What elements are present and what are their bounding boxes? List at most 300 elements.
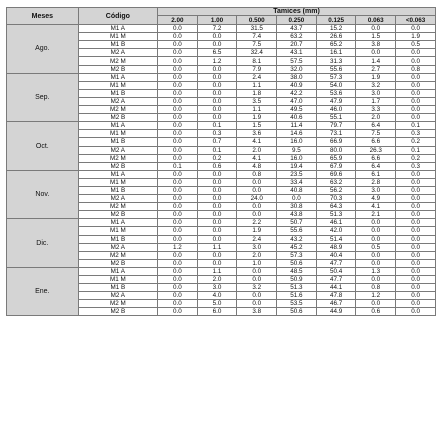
value-cell: 3.6: [237, 130, 277, 138]
value-cell: 69.6: [316, 170, 356, 178]
sample-code: M1 A: [78, 122, 157, 130]
value-cell: 4.8: [237, 162, 277, 170]
value-cell: 2.7: [356, 65, 396, 73]
sample-code: M2 B: [78, 308, 157, 316]
sample-code: M1 M: [78, 33, 157, 41]
sample-code: M2 A: [78, 97, 157, 105]
value-cell: 0.0: [356, 251, 396, 259]
value-cell: 0.0: [396, 219, 436, 227]
value-cell: 3.5: [237, 97, 277, 105]
sample-code: M1 B: [78, 235, 157, 243]
value-cell: 0.0: [237, 211, 277, 219]
value-cell: 50.4: [316, 267, 356, 275]
value-cell: 0.0: [197, 211, 237, 219]
value-cell: 1.9: [356, 73, 396, 81]
value-cell: 0.0: [396, 292, 436, 300]
value-cell: 1.9: [396, 33, 436, 41]
value-cell: 0.0: [197, 73, 237, 81]
sample-code: M1 M: [78, 178, 157, 186]
value-cell: 0.0: [197, 33, 237, 41]
value-cell: 0.0: [356, 219, 396, 227]
month-label: Sep.: [7, 73, 79, 122]
value-cell: 0.0: [396, 186, 436, 194]
value-cell: 2.0: [237, 251, 277, 259]
sample-code: M1 A: [78, 73, 157, 81]
value-cell: 50.9: [277, 276, 317, 284]
value-cell: 30.8: [277, 203, 317, 211]
value-cell: 0.0: [158, 284, 198, 292]
header-codigo: Código: [78, 8, 157, 25]
value-cell: 64.3: [316, 203, 356, 211]
value-cell: 0.0: [158, 251, 198, 259]
value-cell: 0.0: [158, 81, 198, 89]
value-cell: 0.0: [237, 300, 277, 308]
value-cell: 47.9: [316, 97, 356, 105]
value-cell: 16.1: [316, 49, 356, 57]
header-size: 1.00: [197, 16, 237, 25]
value-cell: 1.5: [356, 33, 396, 41]
value-cell: 0.5: [396, 41, 436, 49]
value-cell: 6.6: [356, 138, 396, 146]
sample-code: M2 A: [78, 195, 157, 203]
value-cell: 0.0: [158, 146, 198, 154]
value-cell: 0.0: [356, 259, 396, 267]
value-cell: 1.9: [237, 227, 277, 235]
value-cell: 1.2: [197, 57, 237, 65]
sample-code: M2 B: [78, 211, 157, 219]
value-cell: 55.6: [316, 65, 356, 73]
value-cell: 0.0: [356, 300, 396, 308]
value-cell: 14.6: [277, 130, 317, 138]
value-cell: 56.2: [316, 186, 356, 194]
month-label: Ago.: [7, 25, 79, 74]
value-cell: 0.0: [197, 81, 237, 89]
value-cell: 47.7: [316, 259, 356, 267]
value-cell: 1.4: [356, 57, 396, 65]
value-cell: 0.0: [158, 33, 198, 41]
value-cell: 55.1: [316, 114, 356, 122]
value-cell: 0.0: [197, 106, 237, 114]
value-cell: 3.0: [197, 284, 237, 292]
sample-code: M2 A: [78, 292, 157, 300]
value-cell: 63.2: [316, 178, 356, 186]
value-cell: 0.0: [396, 308, 436, 316]
value-cell: 0.0: [197, 235, 237, 243]
sample-code: M1 M: [78, 130, 157, 138]
value-cell: 0.0: [158, 106, 198, 114]
header-size: 2.00: [158, 16, 198, 25]
sample-code: M2 M: [78, 251, 157, 259]
value-cell: 0.0: [158, 227, 198, 235]
value-cell: 55.6: [277, 227, 317, 235]
value-cell: 0.1: [197, 122, 237, 130]
value-cell: 0.0: [197, 259, 237, 267]
value-cell: 0.0: [396, 203, 436, 211]
value-cell: 0.0: [396, 81, 436, 89]
value-cell: 0.0: [396, 251, 436, 259]
value-cell: 0.0: [237, 203, 277, 211]
value-cell: 33.4: [277, 178, 317, 186]
value-cell: 0.0: [158, 211, 198, 219]
sample-code: M1 M: [78, 81, 157, 89]
value-cell: 9.5: [277, 146, 317, 154]
value-cell: 44.9: [316, 308, 356, 316]
sample-code: M2 A: [78, 146, 157, 154]
value-cell: 0.0: [396, 195, 436, 203]
value-cell: 0.1: [396, 146, 436, 154]
month-label: Dic.: [7, 219, 79, 268]
sample-code: M2 B: [78, 259, 157, 267]
sieve-table: [6, 7, 436, 316]
value-cell: 0.0: [158, 186, 198, 194]
value-cell: 0.0: [158, 114, 198, 122]
value-cell: 0.0: [158, 195, 198, 203]
value-cell: 43.2: [277, 235, 317, 243]
value-cell: 0.0: [158, 41, 198, 49]
value-cell: 0.0: [197, 186, 237, 194]
value-cell: 51.6: [277, 292, 317, 300]
value-cell: 26.3: [356, 146, 396, 154]
value-cell: 0.1: [197, 146, 237, 154]
value-cell: 0.0: [396, 106, 436, 114]
sample-code: M2 M: [78, 203, 157, 211]
value-cell: 3.0: [356, 186, 396, 194]
value-cell: 4.1: [356, 203, 396, 211]
value-cell: 46.1: [316, 219, 356, 227]
value-cell: 47.0: [277, 97, 317, 105]
value-cell: 70.3: [316, 195, 356, 203]
value-cell: 43.7: [277, 25, 317, 33]
value-cell: 2.0: [356, 114, 396, 122]
value-cell: 48.5: [277, 267, 317, 275]
value-cell: 40.6: [277, 114, 317, 122]
value-cell: 0.8: [237, 170, 277, 178]
value-cell: 7.5: [237, 41, 277, 49]
value-cell: 0.0: [197, 97, 237, 105]
value-cell: 0.6: [197, 162, 237, 170]
month-label: Nov.: [7, 170, 79, 219]
value-cell: 24.0: [237, 195, 277, 203]
table-body: [7, 25, 436, 316]
sample-code: M2 M: [78, 106, 157, 114]
value-cell: 0.0: [237, 292, 277, 300]
value-cell: 7.2: [197, 25, 237, 33]
value-cell: 0.3: [396, 162, 436, 170]
value-cell: 0.0: [197, 195, 237, 203]
value-cell: 0.0: [158, 138, 198, 146]
value-cell: 0.1: [158, 162, 198, 170]
value-cell: 6.5: [197, 49, 237, 57]
value-cell: 0.0: [197, 251, 237, 259]
value-cell: 53.6: [316, 89, 356, 97]
value-cell: 16.0: [277, 154, 317, 162]
value-cell: 0.0: [396, 57, 436, 65]
value-cell: 8.1: [237, 57, 277, 65]
value-cell: 1.1: [237, 106, 277, 114]
value-cell: 2.4: [237, 235, 277, 243]
value-cell: 0.0: [237, 267, 277, 275]
value-cell: 51.3: [316, 211, 356, 219]
value-cell: 48.9: [316, 243, 356, 251]
value-cell: 0.1: [396, 122, 436, 130]
value-cell: 46.0: [316, 106, 356, 114]
sample-code: M1 B: [78, 41, 157, 49]
value-cell: 0.2: [396, 154, 436, 162]
value-cell: 4.1: [237, 138, 277, 146]
value-cell: 66.9: [316, 138, 356, 146]
value-cell: 65.2: [316, 41, 356, 49]
value-cell: 0.0: [356, 25, 396, 33]
header-size: 0.250: [277, 16, 317, 25]
value-cell: 7.5: [356, 130, 396, 138]
value-cell: 0.0: [396, 114, 436, 122]
value-cell: 0.0: [396, 243, 436, 251]
value-cell: 0.0: [158, 178, 198, 186]
value-cell: 3.2: [356, 81, 396, 89]
value-cell: 3.3: [356, 106, 396, 114]
month-label: Ene.: [7, 267, 79, 316]
value-cell: 51.3: [277, 284, 317, 292]
value-cell: 0.0: [158, 300, 198, 308]
header-meses: Meses: [7, 8, 79, 25]
value-cell: 3.0: [356, 89, 396, 97]
sample-code: M1 B: [78, 138, 157, 146]
value-cell: 1.1: [197, 267, 237, 275]
value-cell: 40.8: [277, 186, 317, 194]
value-cell: 0.0: [158, 130, 198, 138]
sample-code: M1 A: [78, 25, 157, 33]
value-cell: 73.1: [316, 130, 356, 138]
value-cell: 47.8: [316, 292, 356, 300]
header-tamices: Tamices (mm): [158, 8, 436, 16]
sample-code: M2 M: [78, 300, 157, 308]
table-row: [7, 122, 436, 130]
value-cell: 47.7: [316, 276, 356, 284]
value-cell: 0.0: [396, 49, 436, 57]
value-cell: 6.4: [356, 162, 396, 170]
value-cell: 79.7: [316, 122, 356, 130]
value-cell: 0.0: [158, 65, 198, 73]
sample-code: M2 A: [78, 243, 157, 251]
value-cell: 0.0: [158, 170, 198, 178]
header-size: 0.125: [316, 16, 356, 25]
value-cell: 38.0: [277, 73, 317, 81]
value-cell: 32.0: [277, 65, 317, 73]
value-cell: 63.2: [277, 33, 317, 41]
value-cell: 6.1: [356, 170, 396, 178]
value-cell: 11.4: [277, 122, 317, 130]
header-size: 0.500: [237, 16, 277, 25]
value-cell: 0.0: [237, 276, 277, 284]
value-cell: 43.8: [277, 211, 317, 219]
sample-code: M2 M: [78, 57, 157, 65]
value-cell: 0.0: [396, 25, 436, 33]
value-cell: 4.1: [237, 154, 277, 162]
table-row: [7, 170, 436, 178]
value-cell: 0.0: [356, 227, 396, 235]
value-cell: 0.0: [396, 97, 436, 105]
value-cell: 6.6: [356, 154, 396, 162]
value-cell: 23.5: [277, 170, 317, 178]
value-cell: 2.2: [237, 219, 277, 227]
table-row: [7, 73, 436, 81]
value-cell: 0.0: [396, 89, 436, 97]
value-cell: 54.0: [316, 81, 356, 89]
value-cell: 0.0: [158, 235, 198, 243]
value-cell: 65.9: [316, 154, 356, 162]
value-cell: 2.8: [356, 178, 396, 186]
value-cell: 0.0: [237, 186, 277, 194]
sample-code: M2 M: [78, 154, 157, 162]
value-cell: 0.8: [356, 284, 396, 292]
value-cell: 1.1: [197, 243, 237, 251]
value-cell: 42.0: [316, 227, 356, 235]
value-cell: 0.3: [197, 130, 237, 138]
sample-code: M1 M: [78, 276, 157, 284]
value-cell: 0.0: [197, 170, 237, 178]
value-cell: 5.0: [197, 300, 237, 308]
value-cell: 0.0: [197, 114, 237, 122]
sample-code: M2 B: [78, 65, 157, 73]
value-cell: 44.1: [316, 284, 356, 292]
value-cell: 0.0: [356, 49, 396, 57]
value-cell: 1.0: [237, 259, 277, 267]
sample-code: M1 B: [78, 89, 157, 97]
value-cell: 16.0: [277, 138, 317, 146]
value-cell: 0.0: [396, 267, 436, 275]
value-cell: 0.0: [197, 219, 237, 227]
value-cell: 0.0: [396, 300, 436, 308]
value-cell: 2.0: [237, 146, 277, 154]
value-cell: 67.9: [316, 162, 356, 170]
value-cell: 0.2: [197, 154, 237, 162]
sample-code: M1 A: [78, 219, 157, 227]
value-cell: 0.0: [197, 41, 237, 49]
sample-code: M2 B: [78, 114, 157, 122]
value-cell: 1.9: [237, 114, 277, 122]
value-cell: 0.0: [396, 211, 436, 219]
sample-code: M1 B: [78, 284, 157, 292]
value-cell: 0.0: [396, 73, 436, 81]
value-cell: 3.8: [237, 308, 277, 316]
value-cell: 1.2: [158, 243, 198, 251]
value-cell: 0.0: [158, 25, 198, 33]
value-cell: 57.3: [316, 73, 356, 81]
value-cell: 0.0: [197, 65, 237, 73]
value-cell: 0.0: [396, 170, 436, 178]
value-cell: 0.0: [158, 259, 198, 267]
value-cell: 53.5: [277, 300, 317, 308]
value-cell: 0.8: [396, 65, 436, 73]
value-cell: 43.1: [277, 49, 317, 57]
value-cell: 0.2: [396, 138, 436, 146]
value-cell: 31.3: [316, 57, 356, 65]
header-size: 0.063: [356, 16, 396, 25]
value-cell: 31.5: [237, 25, 277, 33]
value-cell: 3.8: [356, 41, 396, 49]
value-cell: 0.0: [158, 308, 198, 316]
value-cell: 0.0: [396, 235, 436, 243]
value-cell: 0.7: [197, 138, 237, 146]
value-cell: 4.0: [197, 292, 237, 300]
value-cell: 2.1: [356, 211, 396, 219]
sample-code: M1 B: [78, 186, 157, 194]
value-cell: 0.0: [197, 89, 237, 97]
value-cell: 1.3: [356, 267, 396, 275]
value-cell: 50.6: [277, 308, 317, 316]
value-cell: 1.5: [237, 122, 277, 130]
sample-code: M1 A: [78, 170, 157, 178]
value-cell: 0.0: [158, 154, 198, 162]
value-cell: 19.4: [277, 162, 317, 170]
value-cell: 0.0: [158, 276, 198, 284]
value-cell: 0.3: [396, 130, 436, 138]
value-cell: 2.0: [197, 276, 237, 284]
value-cell: 6.0: [197, 308, 237, 316]
value-cell: 50.7: [277, 219, 317, 227]
table-row: [7, 25, 436, 33]
value-cell: 3.0: [237, 243, 277, 251]
value-cell: 46.7: [316, 300, 356, 308]
sample-code: M1 M: [78, 227, 157, 235]
value-cell: 0.0: [197, 203, 237, 211]
value-cell: 32.4: [237, 49, 277, 57]
value-cell: 6.4: [356, 122, 396, 130]
value-cell: 0.0: [158, 267, 198, 275]
value-cell: 0.0: [396, 276, 436, 284]
value-cell: 51.4: [316, 235, 356, 243]
table-row: [7, 267, 436, 275]
value-cell: 0.0: [356, 276, 396, 284]
value-cell: 0.0: [356, 235, 396, 243]
value-cell: 0.0: [158, 89, 198, 97]
value-cell: 49.5: [277, 106, 317, 114]
value-cell: 0.0: [396, 284, 436, 292]
value-cell: 0.0: [237, 178, 277, 186]
sample-code: M2 A: [78, 49, 157, 57]
value-cell: 40.4: [316, 251, 356, 259]
header-size: <0.063: [396, 16, 436, 25]
value-cell: 0.0: [396, 259, 436, 267]
month-label: Oct.: [7, 122, 79, 171]
value-cell: 0.0: [158, 122, 198, 130]
value-cell: 1.8: [237, 89, 277, 97]
value-cell: 0.0: [158, 203, 198, 211]
value-cell: 80.0: [316, 146, 356, 154]
value-cell: 1.2: [356, 292, 396, 300]
value-cell: 45.2: [277, 243, 317, 251]
value-cell: 20.7: [277, 41, 317, 49]
value-cell: 0.0: [277, 195, 317, 203]
sample-code: M2 B: [78, 162, 157, 170]
value-cell: 50.6: [277, 259, 317, 267]
value-cell: 40.9: [277, 81, 317, 89]
value-cell: 0.0: [396, 227, 436, 235]
value-cell: 26.6: [316, 33, 356, 41]
value-cell: 42.2: [277, 89, 317, 97]
value-cell: 1.7: [356, 97, 396, 105]
value-cell: 57.3: [277, 251, 317, 259]
value-cell: 0.0: [158, 97, 198, 105]
sample-code: M1 A: [78, 267, 157, 275]
value-cell: 0.0: [197, 178, 237, 186]
value-cell: 0.0: [158, 292, 198, 300]
value-cell: 3.2: [237, 284, 277, 292]
value-cell: 7.4: [237, 33, 277, 41]
value-cell: 1.1: [237, 81, 277, 89]
value-cell: 4.9: [356, 195, 396, 203]
value-cell: 0.6: [356, 308, 396, 316]
